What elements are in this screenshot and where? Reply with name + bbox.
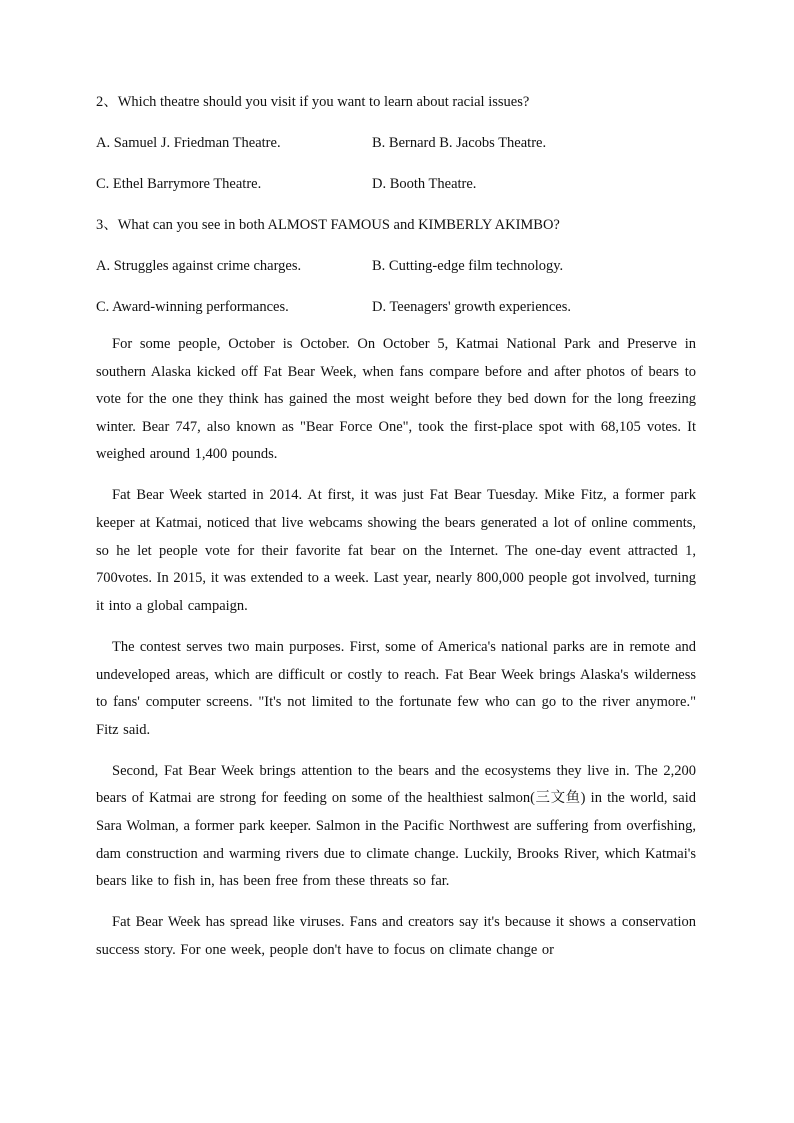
question-3-options-row-1 — [96, 256, 696, 276]
question-2-options-row-1 — [96, 133, 696, 153]
question-2-option-b: B. Bernard B. Jacobs Theatre. — [372, 135, 547, 151]
passage-paragraph-4: Second, Fat Bear Week brings attention to the bears and the ecosystems they live in. The 2,200 bears of Katmai are strong for feeding on some of the healthiest salmon(三文鱼) in the world, said Sara Wolman, a former park keeper. Salmon in the Pacific Northwest are suffering from overfishing, dam construction and warming rivers due to climate change. Luckily, Brooks River, which Katmai's bears like to fish in, has been free from these threats so far. — [96, 762, 696, 890]
passage-paragraph-3: The contest serves two main purposes. First, some of America's national parks are in remote and undeveloped areas, which are difficult or costly to reach. Fat Bear Week brings Alaska's wilderness to fans' computer screens. "It's not limited to the fortunate few who can go to the river anymore." Fitz said. — [96, 638, 696, 738]
question-3-option-d: D. Teenagers' growth experiences. — [372, 299, 572, 315]
passage-paragraph-2: Fat Bear Week started in 2014. At first, it was just Fat Bear Tuesday. Mike Fitz, a former park keeper at Katmai, noticed that live webcams showing the bears generated a lot of online comments, so he let people vote for their favorite fat bear on the Internet. The one-day event attracted 1, 700votes. In 2015, it was extended to a week. Last year, nearly 800,000 people got involved, turning it into a global campaign. — [96, 487, 696, 614]
question-3-option-c: C. Award-winning performances. — [96, 299, 289, 315]
passage-paragraph-5: Fat Bear Week has spread like viruses. Fans and creators say it's because it shows a conservation success story. For one week, people don't have to focus on climate change or — [96, 914, 696, 958]
passage-paragraph-1: For some people, October is October. On October 5, Katmai National Park and Preserve in southern Alaska kicked off Fat Bear Week, when fans compare before and after photos of bears to vote for the one they think has gained the most weight before they bed down for the long freezing winter. Bear 747, also known as "Bear Force One", took the first-place spot with 68,105 votes. It weighed around 1,400 pounds. — [96, 336, 696, 463]
question-2-option-a: A. Samuel J. Friedman Theatre. — [96, 135, 281, 151]
question-2-prompt: 2、Which theatre should you visit if you want to learn about racial issues? — [96, 94, 530, 110]
question-2-options-row-2 — [96, 174, 696, 194]
question-3-options-row-2 — [96, 297, 696, 317]
question-2-option-c: C. Ethel Barrymore Theatre. — [96, 176, 262, 192]
question-3-option-b: B. Cutting-edge film technology. — [372, 258, 564, 274]
question-3-option-a: A. Struggles against crime charges. — [96, 258, 302, 274]
question-3-prompt: 3、What can you see in both ALMOST FAMOUS and KIMBERLY AKIMBO? — [96, 217, 560, 233]
question-2-option-d: D. Booth Theatre. — [372, 176, 477, 192]
document-page — [96, 92, 696, 978]
